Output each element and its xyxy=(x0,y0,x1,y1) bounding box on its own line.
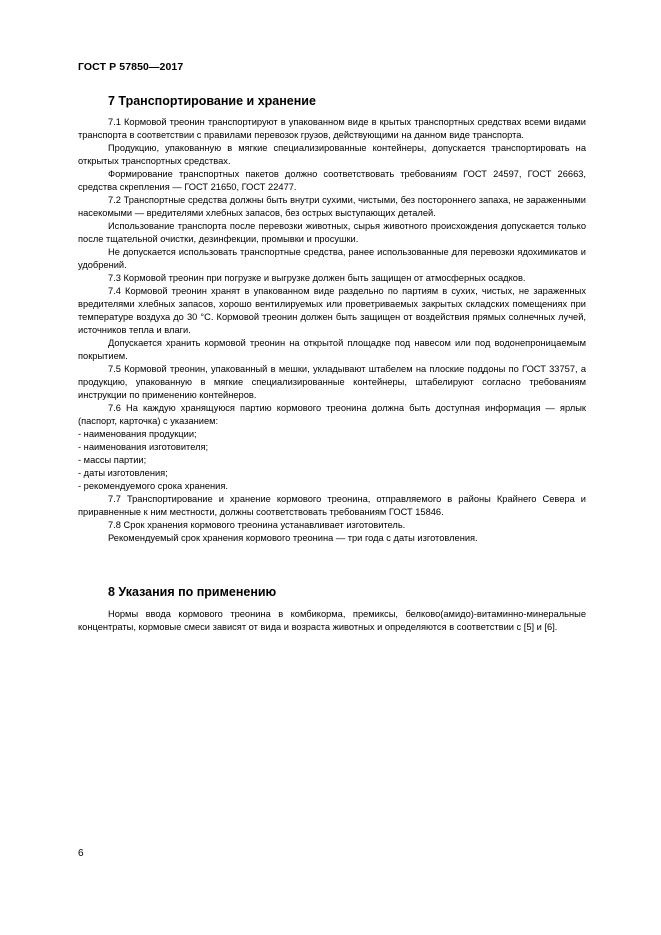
paragraph-7-8: 7.8 Срок хранения кормового треонина устанавливает изготовитель. xyxy=(108,520,406,530)
document-header: ГОСТ Р 57850—2017 xyxy=(78,61,184,73)
paragraph-7-1-containers: Продукцию, упакованную в мягкие специализированные контейнеры, допускается транспортировать на открытых транспортных средствах. xyxy=(78,143,586,166)
paragraph-7-1: 7.1 Кормовой треонин транспортируют в упакованном виде в крытых транспортных средствах всеми видами транспорта в соответствии с правилами перевозок грузов, действующими на данном виде транспорта. xyxy=(78,117,586,140)
paragraph-7-7: 7.7 Транспортирование и хранение кормового треонина, отправляемого в районы Крайнего Севера и приравненные к ним местности, должны соответствовать требованиям ГОСТ 15846. xyxy=(78,494,586,517)
list-item: - наименования продукции; xyxy=(78,429,197,439)
paragraph-7-2: 7.2 Транспортные средства должны быть внутри сухими, чистыми, без постороннего запаха, не зараженными насекомыми — вредителями хлебных запасов, без острых выступающих деталей. xyxy=(78,195,586,218)
paragraph-7-4-open-storage: Допускается хранить кормовой треонин на открытой площадке под навесом или под водонепроницаемым покрытием. xyxy=(78,338,586,361)
paragraph-7-6: 7.6 На каждую хранящуюся партию кормового треонина должна быть доступная информация — ярлык (паспорт, карточка) с указанием: xyxy=(78,403,586,426)
paragraph-7-2-chemicals: Не допускается использовать транспортные средства, ранее использованные для перевозки ядохимикатов и удобрений. xyxy=(78,247,586,270)
paragraph-7-2-animal-transport: Использование транспорта после перевозки животных, сырья животного происхождения допускается только после тщательной очистки, дезинфекции, промывки и просушки. xyxy=(78,221,586,244)
list-item: - рекомендуемого срока хранения. xyxy=(78,481,228,491)
paragraph-7-4: 7.4 Кормовой треонин хранят в упакованном виде раздельно по партиям в сухих, чистых, не зараженных вредителями хлебных запасов, хорошо вентилируемых или проветриваемых закрытых складских помещениях при температуре воздуха до 30 °С. Кормовой треонин должен быть защищен от воздействия прямых солнечных лучей, источников тепла и влаги. xyxy=(78,286,586,335)
paragraph-7-8-recommended: Рекомендуемый срок хранения кормового треонина — три года с даты изготовления. xyxy=(108,533,478,543)
list-item: - наименования изготовителя; xyxy=(78,442,209,452)
section-7-body xyxy=(78,116,586,545)
list-item: - массы партии; xyxy=(78,455,147,465)
paragraph-7-5: 7.5 Кормовой треонин, упакованный в мешки, укладывают штабелем на плоские поддоны по ГОСТ 33757, а продукцию, упакованную в мягкие специализированные контейнеры, штабелируют согласно требованиям инструкции по применению контейнеров. xyxy=(78,364,586,400)
section-7-title: 7 Транспортирование и хранение xyxy=(108,94,316,108)
list-item: - даты изготовления; xyxy=(78,468,168,478)
section-8-title: 8 Указания по применению xyxy=(108,585,277,599)
page-number: 6 xyxy=(78,848,84,859)
paragraph-7-1-packages: Формирование транспортных пакетов должно соответствовать требованиям ГОСТ 24597, ГОСТ 26663, средства скрепления — ГОСТ 21650, ГОСТ 22477. xyxy=(78,169,586,192)
paragraph-7-3: 7.3 Кормовой треонин при погрузке и выгрузке должен быть защищен от атмосферных осадков. xyxy=(108,273,526,283)
section-8-body xyxy=(78,608,586,634)
paragraph-8: Нормы ввода кормового треонина в комбикорма, премиксы, белково(амидо)-витаминно-минеральные концентраты, кормовые смеси зависят от вида и возраста животных и определяются в соответствии с [5] и [6]. xyxy=(78,609,586,632)
